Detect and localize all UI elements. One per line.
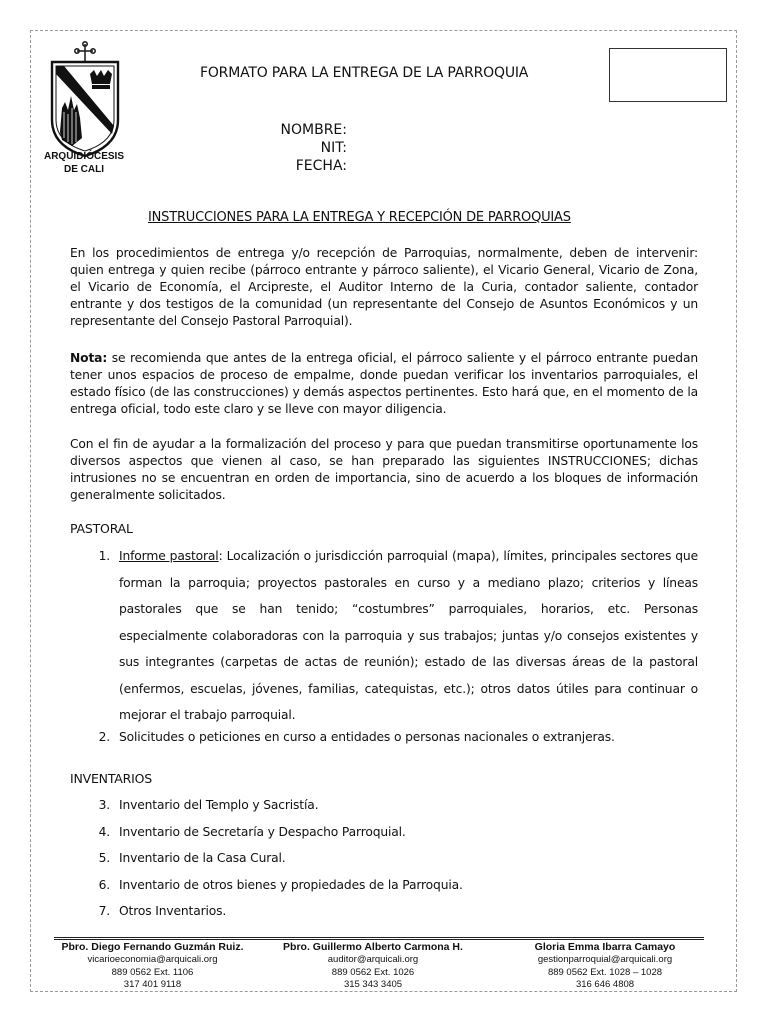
item-text: Solicitudes o peticiones en curso a entidades o personas nacionales o extranjeras. <box>119 730 615 744</box>
intro-paragraph: En los procedimientos de entrega y/o recepción de Parroquias, normalmente, deben de intervenir: quien entrega y quien recibe (párroco entrante y párroco saliente), el Vicario General, Vicario de Zona, el Vicario de Economía, el Arcipreste, el Auditor Interno de la Curia, contador saliente, contador entrante y dos testigos de la comunidad (un representante del Consejo de Asuntos Económicos y un representante del Consejo Pastoral Parroquial). <box>70 246 698 328</box>
contact-email[interactable]: auditor@arquicali.org <box>327 954 419 965</box>
note-paragraph <box>70 350 698 418</box>
code-box <box>609 48 727 102</box>
item-title: Informe pastoral <box>119 549 219 563</box>
list-item <box>86 872 698 899</box>
item-number: 6. <box>98 877 110 892</box>
contact-phone: 889 0562 Ext. 1026 <box>331 966 415 978</box>
contact-card <box>50 940 255 992</box>
contact-mobile: 315 343 3405 <box>343 979 403 990</box>
identification-fields <box>255 121 347 175</box>
item-text <box>119 543 698 729</box>
list-item <box>86 845 698 872</box>
nombre-label: NOMBRE: <box>280 122 347 138</box>
item-number: 3. <box>98 798 110 812</box>
inventarios-heading: INVENTARIOS <box>70 771 152 786</box>
item-body: : Localización o jurisdicción parroquial (mapa), límites, principales sectores que forman la parroquia; proyectos pastorales en curso y a mediano plazo; criterios y líneas pastorales que se han tenido; “costumbres” parroquiales, horarios, etc. Personas especialmente colaboradoras con la parroquia y sus trabajos; juntas y/o consejos existentes y sus integrantes (carpetas de actas de reunión); estado de las diversas áreas de la pastoral (enfermos, escuelas, jóvenes, familias, catequistas, etc.); otros datos útiles para continuar o mejorar el trabajo parroquial. <box>119 549 698 722</box>
archdiocese-coat-of-arms-logo <box>46 40 124 160</box>
nit-label: NIT: <box>320 140 347 156</box>
purpose-paragraph: Con el fin de ayudar a la formalización del proceso y para que puedan transmitirse oportunamente los diversos aspectos que vienen al caso, se han preparado las siguientes INSTRUCCIONES; dichas intrusiones no se encuentran en orden de importancia, sino de acuerdo a los bloques de información generalmente solicitados. <box>70 437 698 502</box>
contact-phone: 889 0562 Ext. 1106 <box>111 966 194 978</box>
list-item <box>86 543 698 729</box>
item-text: Otros Inventarios. <box>119 904 227 918</box>
list-item <box>86 724 698 750</box>
list-item <box>86 792 698 819</box>
document-title: FORMATO PARA LA ENTREGA DE LA PARROQUIA <box>200 65 529 81</box>
contact-name: Pbro. Guillermo Alberto Carmona H. <box>283 941 463 953</box>
pastoral-list-continued <box>86 724 698 750</box>
item-number: 7. <box>98 904 110 918</box>
pastoral-heading: PASTORAL <box>70 521 133 536</box>
footer-contacts <box>50 940 710 992</box>
item-text: Inventario de la Casa Cural. <box>119 851 286 865</box>
archdiocese-name-line1: ARQUIDIÓCESIS <box>43 151 124 162</box>
note-text: se recomienda que antes de la entrega oficial, el párroco saliente y el párroco entrante puedan tener unos espacios de proceso de empalme, donde puedan verificar los inventarios parroquiales, el estado físico (de las construcciones) y demás aspectos pertinentes. Esto hará que, en el momento de la entrega oficial, todo este claro y se lleve con mayor diligencia. <box>70 351 698 416</box>
contact-card <box>505 940 705 992</box>
list-item <box>86 898 698 925</box>
item-number: 4. <box>98 824 110 839</box>
note-label: Nota: <box>70 351 108 365</box>
contact-phone: 889 0562 Ext. 1028 – 1028 <box>547 966 663 978</box>
item-text: Inventario del Templo y Sacristía. <box>119 798 319 812</box>
contact-name: Pbro. Diego Fernando Guzmán Ruiz. <box>61 941 244 953</box>
contact-mobile: 317 401 9118 <box>123 979 182 990</box>
instructions-heading: INSTRUCCIONES PARA LA ENTREGA Y RECEPCIÓN DE PARROQUIAS <box>148 210 571 225</box>
item-text: Inventario de Secretaría y Despacho Parroquial. <box>119 824 406 839</box>
archdiocese-name <box>34 150 134 176</box>
fecha-label: FECHA: <box>295 158 347 174</box>
contact-card <box>263 940 483 992</box>
contact-email[interactable]: vicarioeconomia@arquicali.org <box>87 954 218 965</box>
pastoral-list <box>86 543 698 729</box>
item-number: 2. <box>98 730 110 744</box>
item-number: 5. <box>98 851 110 865</box>
archdiocese-name-line2: DE CALI <box>64 164 104 175</box>
contact-mobile: 316 646 4808 <box>575 979 635 990</box>
item-number: 1. <box>98 549 110 563</box>
item-text: Inventario de otros bienes y propiedades de la Parroquia. <box>119 877 463 892</box>
list-item <box>86 819 698 846</box>
contact-email[interactable]: gestionparroquial@arquicali.org <box>537 954 673 965</box>
inventarios-list <box>86 792 698 925</box>
footer-divider <box>54 937 704 938</box>
contact-name: Gloria Emma Ibarra Camayo <box>534 941 676 953</box>
